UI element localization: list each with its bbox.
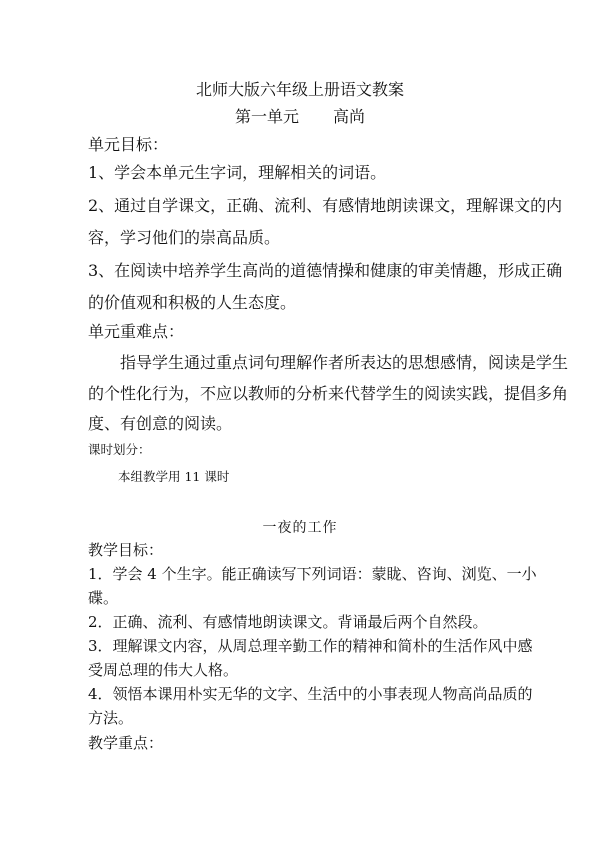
unit-goal-line: 2、通过自学课文，正确、流利、有感情地朗读课文，理解课文的内 <box>88 196 563 215</box>
schedule-text: 本组教学用 11 课时 <box>118 469 230 484</box>
lesson-goals-heading: 教学目标： <box>88 541 164 559</box>
lesson-key-heading: 教学重点： <box>88 734 164 752</box>
lesson-goal-line: 2．正确、流利、有感情地朗读课文。背诵最后两个自然段。 <box>88 613 488 631</box>
unit-key-line: 度、有创意的阅读。 <box>88 414 233 433</box>
unit-title <box>0 104 600 127</box>
unit-goal-line: 1、学会本单元生字词，理解相关的词语。 <box>88 163 387 182</box>
lesson-goal-line: 受周总理的伟大人格。 <box>88 661 239 679</box>
unit-goal-line: 3、在阅读中培养学生高尚的道德情操和健康的审美情趣，形成正确 <box>88 261 563 280</box>
unit-name: 高尚 <box>333 107 366 126</box>
lesson-goal-line: 碟。 <box>88 589 119 607</box>
schedule-heading: 课时划分： <box>88 442 151 457</box>
unit-key-heading: 单元重难点： <box>88 322 185 341</box>
unit-goals-heading: 单元目标： <box>88 135 169 154</box>
lesson-goal-line: 4．领悟本课用朴实无华的文字、生活中的小事表现人物高尚品质的 <box>88 685 533 703</box>
unit-key-line: 的个性化行为，不应以教师的分析来代替学生的阅读实践，提倡多角 <box>88 384 569 403</box>
lesson-title: 一夜的工作 <box>262 520 338 536</box>
lesson-goal-line: 1．学会 4 个生字。能正确读写下列词语：蒙眬、咨询、浏览、一小 <box>88 565 537 583</box>
unit-key-line: 指导学生通过重点词句理解作者所表达的思想感情，阅读是学生 <box>120 353 569 372</box>
document-title: 北师大版六年级上册语文教案 <box>195 80 404 99</box>
unit-goal-line: 容，学习他们的崇高品质。 <box>88 228 281 247</box>
unit-label: 第一单元 <box>234 107 299 126</box>
lesson-goal-line: 3．理解课文内容，从周总理辛勤工作的精神和简朴的生活作风中感 <box>88 637 533 655</box>
lesson-goal-line: 方法。 <box>88 709 134 727</box>
unit-goal-line: 的价值观和积极的人生态度。 <box>88 293 297 312</box>
